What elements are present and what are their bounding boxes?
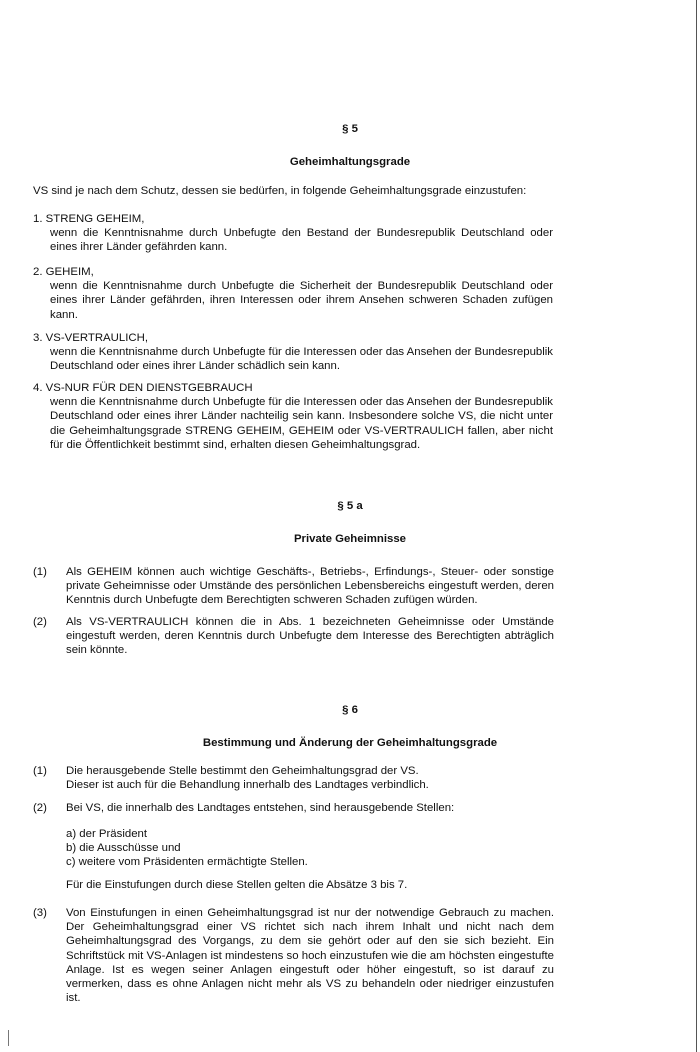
section-6-title: Bestimmung und Änderung der Geheimhaltungsgrade <box>202 737 498 749</box>
grade-item-1 <box>33 212 553 255</box>
paragraph-text: Bei VS, die innerhalb des Landtages entstehen, sind herausgebende Stellen: <box>66 802 455 814</box>
list-item: a) der Präsident <box>66 828 148 840</box>
grade-item-label: 1. STRENG GEHEIM, <box>33 213 145 225</box>
grade-item-label: 3. VS-VERTRAULICH, <box>33 332 148 344</box>
paragraph-number: (2) <box>33 616 47 628</box>
grade-item-label: 2. GEHEIM, <box>33 266 94 278</box>
paragraph-text: Als GEHEIM können auch wichtige Geschäfts-, Betriebs-, Erfindungs-, Steuer- oder sonstige private Geheimnisse oder Umstände des persönlichen Lebensbereichs eingestuft werden, deren Kenntnis durch Unbefugte dem Berechtigten schweren Schaden zufügen würden. <box>66 566 554 607</box>
grade-item-text: wenn die Kenntnisnahme durch Unbefugte die Sicherheit der Bundesrepublik Deutschland oder eines ihrer Länder gefährden, ihren Interessen oder ihrem Ansehen schweren Schaden zufügen kann. <box>50 280 553 321</box>
section-5a-title: Private Geheimnisse <box>293 533 407 545</box>
list-item: b) die Ausschüsse und <box>66 842 181 855</box>
list-item: c) weitere vom Präsidenten ermächtigte Stellen. <box>66 856 308 869</box>
paragraph-line: Die herausgebende Stelle bestimmt den Geheimhaltungsgrad der VS. <box>66 765 419 777</box>
paragraph-text <box>66 764 429 792</box>
paragraph-number: (1) <box>33 765 47 777</box>
paragraph-number: (2) <box>33 802 47 814</box>
grade-item-2 <box>33 265 553 322</box>
grade-item-label: 4. VS-NUR FÜR DEN DIENSTGEBRAUCH <box>33 382 253 394</box>
scan-margin-mark <box>8 1030 9 1046</box>
grade-item-4 <box>33 381 553 452</box>
paragraph-number: (3) <box>33 907 47 919</box>
paragraph-note: Für die Einstufungen durch diese Stellen gelten die Absätze 3 bis 7. <box>66 879 408 891</box>
paragraph-text: Als VS-VERTRAULICH können die in Abs. 1 bezeichneten Geheimnisse oder Umstände eingestuft werden, deren Kenntnis durch Unbefugte dem Interesse des Berechtigten abträglich sein könnte. <box>66 616 554 657</box>
grade-item-text: wenn die Kenntnisnahme durch Unbefugte für die Interessen oder das Ansehen der Bundesrepublik Deutschland oder eines ihrer Länder schädlich sein kann. <box>50 346 553 373</box>
section-5-title: Geheimhaltungsgrade <box>289 156 411 168</box>
grade-item-3 <box>33 331 553 374</box>
section-6-heading: § 6 <box>342 704 358 716</box>
paragraph-text: Von Einstufungen in einen Geheimhaltungsgrad ist nur der notwendige Gebrauch zu machen. Der Geheimhaltungsgrad einer VS richtet sich nach ihrem Inhalt und nicht nach dem Geheimhaltungsgrad des Vorgangs, zu dem sie gehört oder auf den sie sich bezieht. Ein Schriftstück mit VS-Anlagen ist mindestens so hoch einzustufen wie die am höchsten eingestufte Anlage. Ist es wegen seiner Anlagen eingestuft oder höher eingestuft, so ist darauf zu vermerken, dass es ohne Anlagen nicht mehr als VS zu behandeln oder niedriger einzustufen ist. <box>66 907 554 1005</box>
paragraph-line: Dieser ist auch für die Behandlung innerhalb des Landtages verbindlich. <box>66 779 429 792</box>
section-5a-heading: § 5 a <box>337 500 363 512</box>
paragraph-number: (1) <box>33 566 47 578</box>
grade-item-text: wenn die Kenntnisnahme durch Unbefugte den Bestand der Bundesrepublik Deutschland oder eines ihrer Länder gefährden kann. <box>50 227 553 254</box>
sub-list <box>66 827 308 870</box>
grade-item-text: wenn die Kenntnisnahme durch Unbefugte für die Interessen oder das Ansehen der Bundesrepublik Deutschland oder eines ihrer Länder nachteilig sein kann. Insbesondere solche VS, die nicht unter die Geheimhaltungsgrade STRENG GEHEIM, GEHEIM oder VS-VERTRAULICH fallen, aber nicht für die Öffentlichkeit bestimmt sind, erhalten diesen Geheimhaltungsgrad. <box>50 396 553 451</box>
section-5-heading: § 5 <box>342 123 358 135</box>
section-5-intro: VS sind je nach dem Schutz, dessen sie bedürfen, in folgende Geheimhaltungsgrade einzustufen: <box>33 185 527 197</box>
